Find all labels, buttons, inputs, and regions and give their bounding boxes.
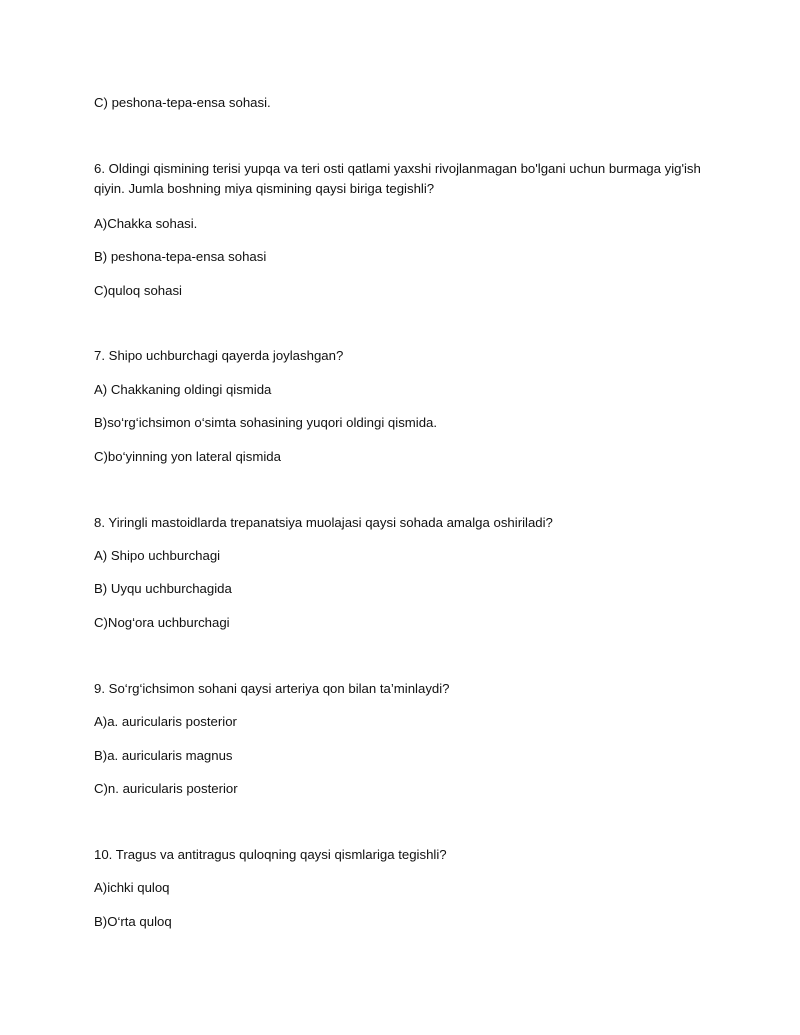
q10-question: 10. Tragus va antitragus quloqning qaysi qismlariga tegishli? bbox=[94, 847, 447, 862]
q9-question: 9. So‘rg‘ichsimon sohani qaysi arteriya qon bilan ta’minlaydi? bbox=[94, 681, 450, 696]
q8-option-b: B) Uyqu uchburchagida bbox=[94, 581, 232, 596]
q9-option-c: C)n. auricularis posterior bbox=[94, 781, 238, 796]
q9-option-a: A)a. auricularis posterior bbox=[94, 714, 237, 729]
q8-option-c: C)Nog‘ora uchburchagi bbox=[94, 615, 230, 630]
q6-question: 6. Oldingi qismining terisi yupqa va teri osti qatlami yaxshi rivojlanmagan bo'lgani uchun burmaga yig'ish qiyin. Jumla boshning miya qismining qaysi biriga tegishli? bbox=[94, 161, 701, 196]
q6-option-a: A)Chakka sohasi. bbox=[94, 216, 198, 231]
q10-option-b: B)O‘rta quloq bbox=[94, 914, 172, 929]
q5-option-c: C) peshona-tepa-ensa sohasi. bbox=[94, 95, 271, 110]
q8-option-a: A) Shipo uchburchagi bbox=[94, 548, 221, 563]
q10-option-a: A)ichki quloq bbox=[94, 880, 170, 895]
q6-option-b: B) peshona-tepa-ensa sohasi bbox=[94, 249, 267, 264]
q9-option-b: B)a. auricularis magnus bbox=[94, 748, 233, 763]
q6-option-c: C)quloq sohasi bbox=[94, 283, 182, 298]
q7-option-b: B)so‘rg‘ichsimon o‘simta sohasining yuqori oldingi qismida. bbox=[94, 415, 438, 430]
q7-option-c: C)bo‘yinning yon lateral qismida bbox=[94, 449, 281, 464]
q7-question: 7. Shipo uchburchagi qayerda joylashgan? bbox=[94, 348, 344, 363]
q8-question: 8. Yiringli mastoidlarda trepanatsiya muolajasi qaysi sohada amalga oshiriladi? bbox=[94, 515, 553, 530]
q7-option-a: A) Chakkaning oldingi qismida bbox=[94, 382, 272, 397]
